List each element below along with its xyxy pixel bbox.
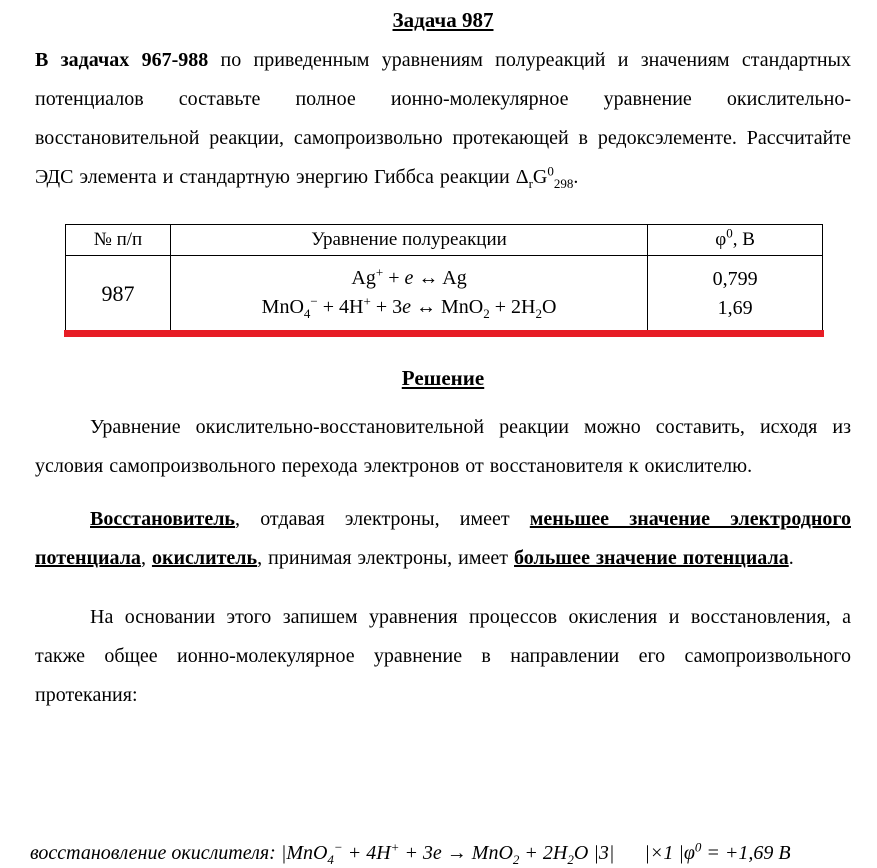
half-reactions-table xyxy=(65,224,823,333)
half-reactions-table-wrap xyxy=(65,224,823,333)
potential-value-2: 1,69 xyxy=(717,297,753,319)
potentials-cell xyxy=(648,256,823,333)
page-title: Задача 987 xyxy=(392,8,494,32)
table-row xyxy=(66,256,823,333)
equation-silver: Ag+ + e ↔ Ag xyxy=(351,264,467,289)
solution-paragraph-1: Уравнение окислительно-восстановительной реакции можно составить, исходя из условия самопроизвольного перехода электронов от восстановителя к окислителю. xyxy=(35,416,851,477)
header-potential: $\varphi^0$, В xyxy=(648,225,823,256)
solution-paragraph-3: На основании этого запишем уравнения процессов окисления и восстановления, а также общее ионно-молекулярное уравнение в направлении его самопроизвольного протекания: xyxy=(35,606,851,706)
potential-value-1: 0,799 xyxy=(712,268,758,290)
solution-paragraph-2: Восстановитель, отдавая электроны, имеет меньшее значение электродного потенциала, окислитель, принимая электроны, имеет большее значение потенциала. xyxy=(35,508,851,569)
solution-heading: Решение xyxy=(401,366,485,390)
table-header-row xyxy=(66,225,823,256)
header-equation: Уравнение полуреакции xyxy=(170,225,647,256)
header-number: № п/п xyxy=(66,225,171,256)
task-number-cell: 987 xyxy=(66,256,171,333)
oxidizer-reduction-line: восстановление окислителя: $|MnO_4^- + 4H^+ + 3e \to MnO_2 + 2H_2O$ |3| |×1 $|\varphi^0 = +1,69$ В xyxy=(30,839,791,867)
red-underline-marker xyxy=(64,330,824,337)
intro-paragraph: В задачах 967-988 по приведенным уравнениям полуреакций и значениям стандартных потенциалов составьте полное ионно-молекулярное уравнение окислительно-восстановительной реакции, самопроизвольно протекающей в редоксэлементе. Рассчитайте ЭДС элемента и стандартную энергию Гиббса реакции $\Delta_rG^0_{298}$. xyxy=(35,49,851,191)
equations-cell xyxy=(170,256,647,333)
equation-permanganate: MnO$_4$− + 4H+ + 3e ↔ $MnO_2 + 2H_2O$ xyxy=(261,293,557,321)
